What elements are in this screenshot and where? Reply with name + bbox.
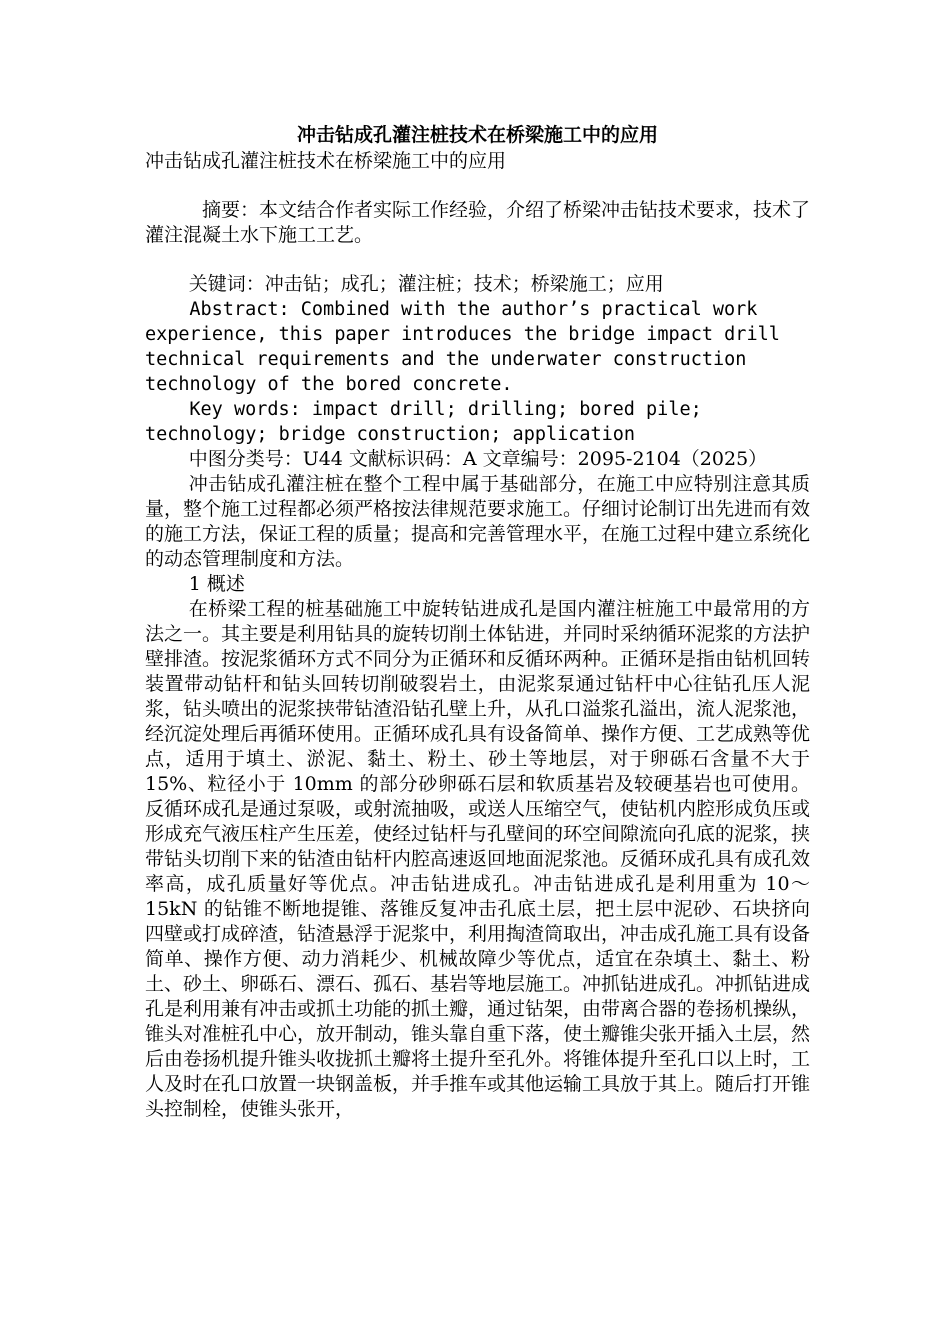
intro-paragraph: 冲击钻成孔灌注桩在整个工程中属于基础部分，在施工中应特别注意其质量，整个施工过程都必须严格按法律规范要求施工。仔细讨论制订出先进而有效的施工方法，保证工程的质量；提高和完善管理水平，在施工过程中建立系统化的动态管理制度和方法。 (145, 473, 811, 570)
spacer (145, 248, 810, 272)
classification-info: 中图分类号：U44 文献标识码：A 文章编号：2095-2104（2025） (188, 448, 768, 470)
english-keywords: Key words: impact drill; drilling; bored pile; technology; bridge construction; application (145, 399, 702, 445)
english-abstract: Abstract: Combined with the author’s practical work experience, this paper introduces the bridge impact drill technical requirements and the underwater construction technology of the bored concrete. (145, 299, 780, 395)
section-heading: 1 概述 (188, 573, 245, 595)
document-page (145, 122, 810, 1122)
chinese-keywords: 关键词：冲击钻；成孔；灌注桩；技术；桥梁施工；应用 (188, 273, 664, 295)
document-subtitle: 冲击钻成孔灌注桩技术在桥梁施工中的应用 (145, 150, 507, 172)
spacer (145, 174, 810, 198)
body-paragraph: 在桥梁工程的桩基础施工中旋转钻进成孔是国内灌注桩施工中最常用的方法之一。其主要是利用钻具的旋转切削土体钻进，并同时采纳循环泥浆的方法护壁排渣。按泥浆循环方式不同分为正循环和反循环两种。正循环是指由钻机回转装置带动钻杆和钻头回转切削破裂岩土，由泥浆泵通过钻杆中心往钻孔压人泥浆，钻头喷出的泥浆挟带钻渣沿钻孔壁上升，从孔口溢浆孔溢出，流人泥浆池，经沉淀处理后再循环使用。正循环成孔具有设备简单、操作方便、工艺成熟等优点，适用于填土、淤泥、黏土、粉土、砂土等地层，对于卵砾石含量不大于 15%、粒径小于 10mm 的部分砂卵砾石层和软质基岩及较硬基岩也可使用。反循环成孔是通过泵吸，或射流抽吸，或送人压缩空气，使钻机内腔形成负压或形成充气液压柱产生压差，使经过钻杆与孔壁间的环空间隙流向孔底的泥浆，挟带钻头切削下来的钻渣由钻杆内腔高速返回地面泥浆池。反循环成孔具有成孔效率高，成孔质量好等优点。冲击钻进成孔。冲击钻进成孔是利用重为 10～15kN 的钻锥不断地提锥、落锥反复冲击孔底土层，把土层中泥砂、石块挤向四壁或打成碎渣，钻渣悬浮于泥浆中，利用掏渣筒取出，冲击成孔施工具有设备简单、操作方便、动力消耗少、机械故障少等优点，适宜在杂填土、黏土、粉土、砂土、卵砾石、漂石、孤石、基岩等地层施工。冲抓钻进成孔。冲抓钻进成孔是利用兼有冲击或抓土功能的抓土瓣，通过钻架，由带离合器的卷扬机操纵，锥头对准桩孔中心，放开制动，锥头靠自重下落，使土瓣锥尖张开插入土层，然后由卷扬机提升锥头收拢抓土瓣将土提升至孔外。将锥体提升至孔口以上时，工人及时在孔口放置一块钢盖板，并手推车或其他运输工具放于其上。随后打开锥头控制栓，使锥头张开， (145, 598, 811, 1120)
document-title: 冲击钻成孔灌注桩技术在桥梁施工中的应用 (296, 124, 658, 146)
chinese-abstract: 摘要：本文结合作者实际工作经验，介绍了桥梁冲击钻技术要求，技术了灌注混凝土水下施工工艺。 (145, 199, 811, 246)
